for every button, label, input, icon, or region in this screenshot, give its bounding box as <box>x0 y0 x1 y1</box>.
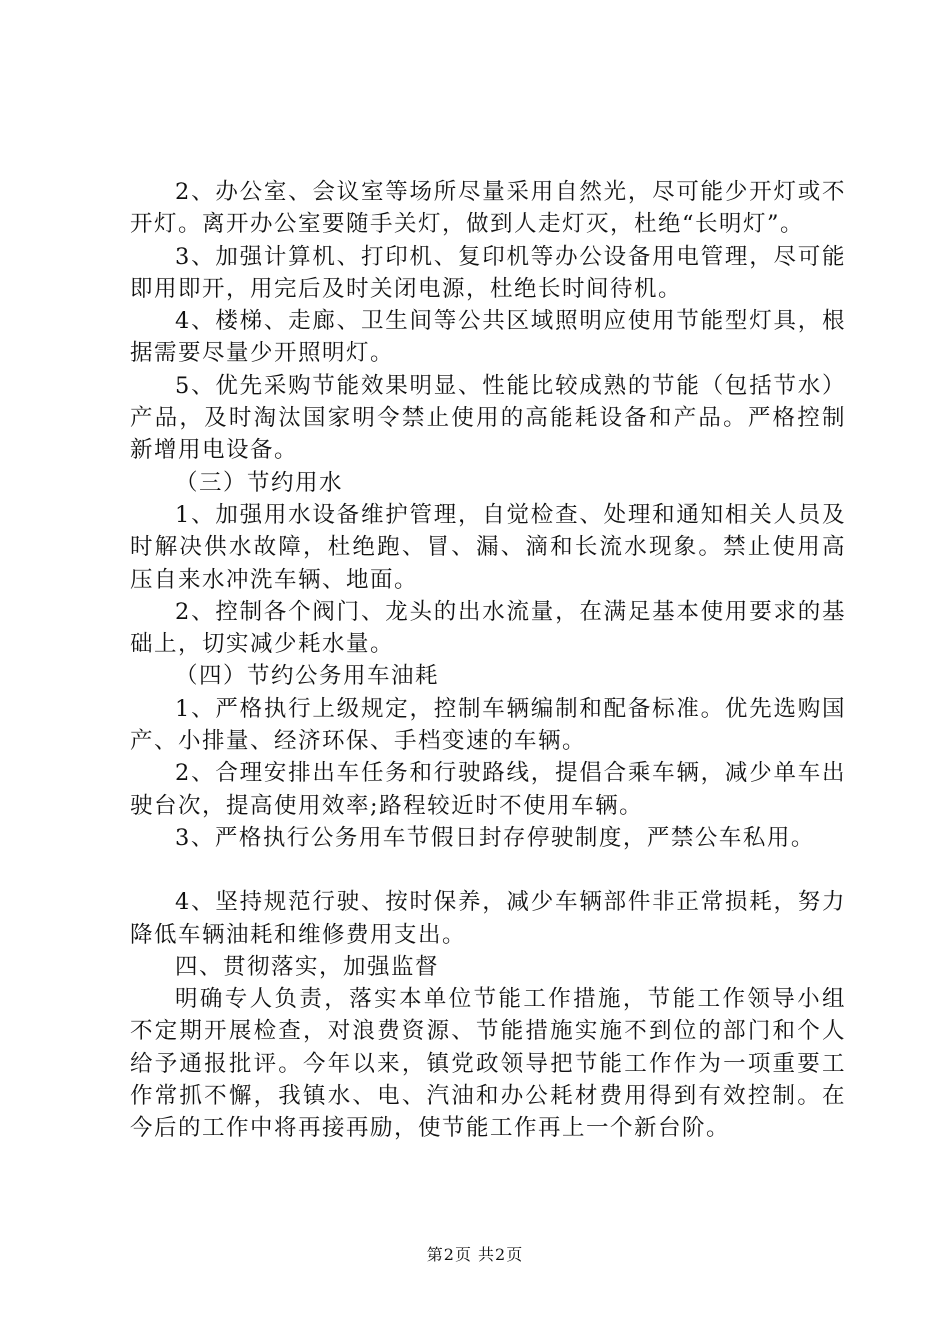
paragraph-water-flow: 2、控制各个阀门、龙头的出水流量，在满足基本使用要求的基础上，切实减少耗水量。 <box>130 598 846 658</box>
paragraph-public-lighting: 4、楼梯、走廊、卫生间等公共区域照明应使用节能型灯具，根据需要尽量少开照明灯。 <box>130 308 846 367</box>
blank-line <box>130 854 846 886</box>
subheading-vehicle-fuel: （四）节约公务用车油耗 <box>175 663 440 690</box>
paragraph-energy-procurement: 5、优先采购节能效果明显、性能比较成熟的节能（包括节水）产品，及时淘汰国家明令禁止使用的高能耗设备和产品。严格控制新增用电设备。 <box>130 372 846 464</box>
paragraph-supervision: 明确专人负责，落实本单位节能工作措施，节能工作领导小组不定期开展检查，对浪费资源、节能措施实施不到位的部门和个人给予通报批评。今年以来，镇党政领导把节能工作作为一项重要工作常抓不懈，我镇水、电、汽油和办公耗材费用得到有效控制。在今后的工作中将再接再励，使节能工作再上一个新台阶。 <box>130 986 846 1142</box>
paragraph-water-maintenance: 1、加强用水设备维护管理，自觉检查、处理和通知相关人员及时解决供水故障，杜绝跑、冒、漏、滴和长流水现象。禁止使用高压自来水冲洗车辆、地面。 <box>130 501 846 593</box>
subheading-water-saving: （三）节约用水 <box>175 469 344 496</box>
paragraph-vehicle-holiday: 3、严格执行公务用车节假日封存停驶制度，严禁公车私用。 <box>175 824 815 851</box>
section-heading-implementation: 四、贯彻落实，加强监督 <box>175 953 440 980</box>
paragraph-vehicle-standards: 1、严格执行上级规定，控制车辆编制和配备标准。优先选购国产、小排量、经济环保、手档变速的车辆。 <box>130 695 846 755</box>
document-body <box>130 176 846 1145</box>
paragraph-office-equipment: 3、加强计算机、打印机、复印机等办公设备用电管理，尽可能即用即开，用完后及时关闭电源，杜绝长时间待机。 <box>130 243 846 302</box>
paragraph-vehicle-routing: 2、合理安排出车任务和行驶路线，提倡合乘车辆，减少单车出驶台次，提高使用效率;路程较近时不使用车辆。 <box>130 760 846 819</box>
page-footer <box>0 1245 950 1265</box>
page-number-label: 第2页 共2页 <box>426 1245 524 1264</box>
paragraph-lighting-natural: 2、办公室、会议室等场所尽量采用自然光，尽可能少开灯或不开灯。离开办公室要随手关灯，做到人走灯灭，杜绝“长明灯”。 <box>130 179 846 238</box>
paragraph-vehicle-maintenance: 4、坚持规范行驶、按时保养，减少车辆部件非正常损耗，努力降低车辆油耗和维修费用支出。 <box>130 889 846 948</box>
